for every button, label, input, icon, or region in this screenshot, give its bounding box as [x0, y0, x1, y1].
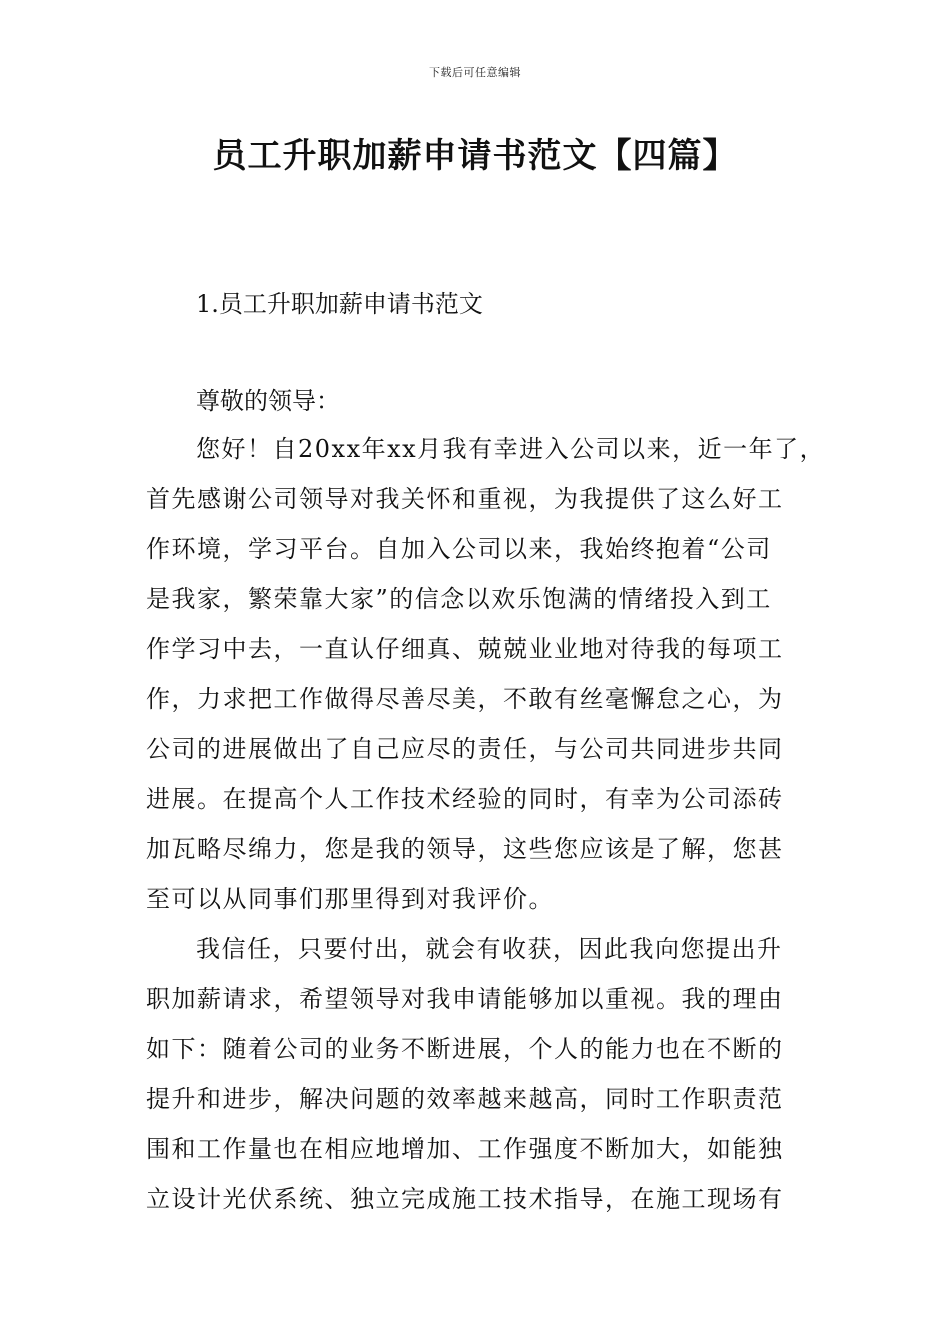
paragraph-line: 职加薪请求，希望领导对我申请能够加以重视。我的理由	[146, 985, 784, 1013]
paragraph-line: 公司的进展做出了自己应尽的责任，与公司共同进步共同	[146, 735, 784, 763]
document-title: 员工升职加薪申请书范文【四篇】	[212, 136, 738, 176]
paragraph-line: 进展。在提高个人工作技术经验的同时，有幸为公司添砖	[146, 785, 784, 813]
section-heading: 1.员工升职加薪申请书范文	[196, 290, 483, 318]
paragraph-line: 围和工作量也在相应地增加、工作强度不断加大，如能独	[146, 1135, 784, 1163]
paragraph-line: 作环境，学习平台。自加入公司以来，我始终抱着“公司	[146, 535, 772, 563]
paragraph-line: 立设计光伏系统、独立完成施工技术指导，在施工现场有	[146, 1185, 784, 1213]
letter-body	[146, 430, 836, 1230]
header-note: 下载后可任意编辑	[429, 66, 521, 79]
paragraph-line: 作，力求把工作做得尽善尽美，不敢有丝毫懈怠之心，为	[146, 685, 784, 713]
paragraph-line: 您好！自20xx年xx月我有幸进入公司以来，近一年了，	[196, 435, 826, 463]
paragraph-line: 加瓦略尽绵力，您是我的领导，这些您应该是了解，您甚	[146, 835, 784, 863]
salutation: 尊敬的领导：	[196, 387, 340, 415]
paragraph-line: 至可以从同事们那里得到对我评价。	[146, 885, 554, 913]
paragraph-line: 是我家，繁荣靠大家”的信念以欢乐饱满的情绪投入到工	[146, 585, 772, 613]
paragraph-line: 我信任，只要付出，就会有收获，因此我向您提出升	[196, 935, 783, 963]
paragraph-line: 提升和进步，解决问题的效率越来越高，同时工作职责范	[146, 1085, 784, 1113]
paragraph-line: 首先感谢公司领导对我关怀和重视，为我提供了这么好工	[146, 485, 784, 513]
paragraph-line: 如下：随着公司的业务不断进展，个人的能力也在不断的	[146, 1035, 784, 1063]
paragraph-line: 作学习中去，一直认仔细真、兢兢业业地对待我的每项工	[146, 635, 784, 663]
